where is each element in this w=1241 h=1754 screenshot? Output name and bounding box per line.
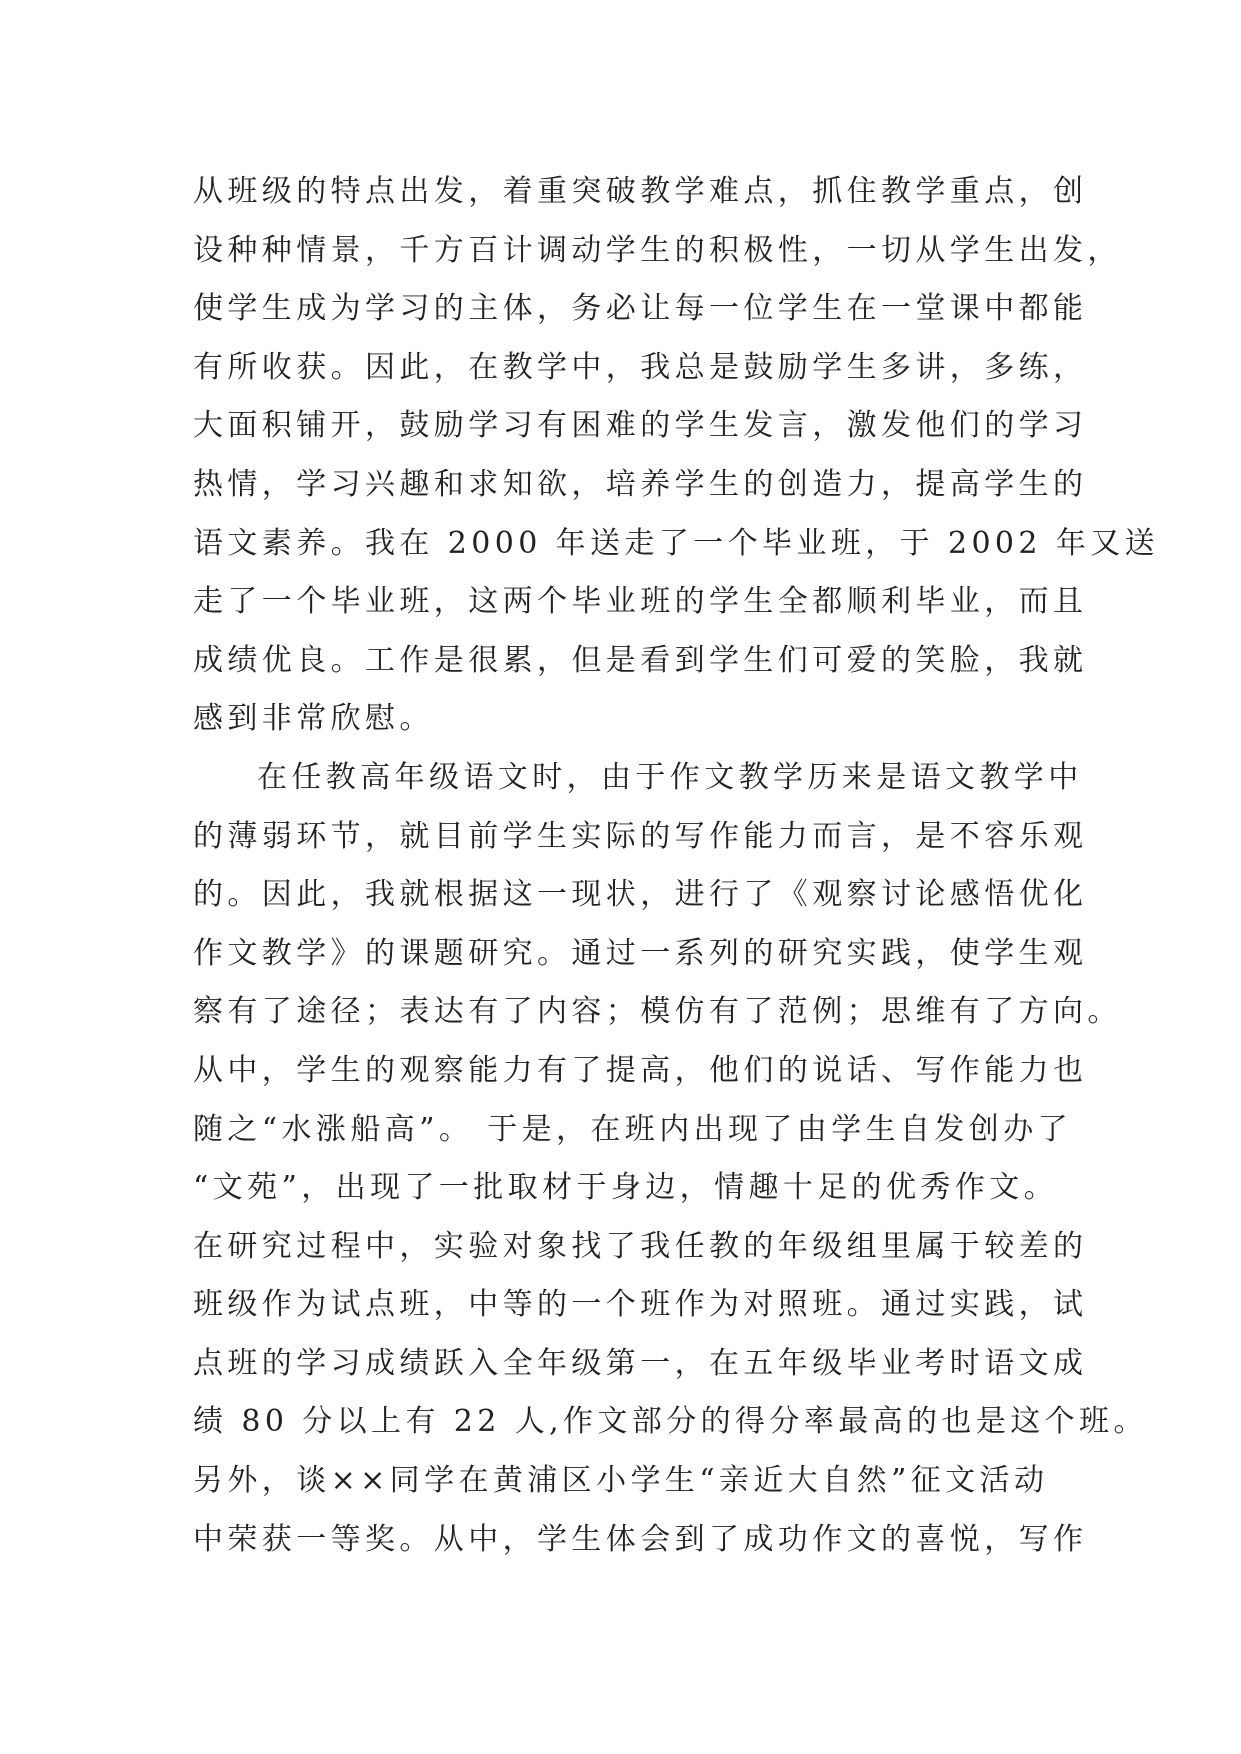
- text-line: 感到非常欣慰。: [193, 701, 434, 737]
- text-line: 随之“水涨船高”。 于是，在班内出现了由学生自发创办了: [193, 1111, 1073, 1147]
- text-line: 作文教学》的课题研究。通过一系列的研究实践，使学生观: [193, 935, 1088, 971]
- text-line: 走了一个毕业班，这两个毕业班的学生全都顺利毕业，而且: [193, 584, 1088, 620]
- text-line: 班级作为试点班，中等的一个班作为对照班。通过实践，试: [193, 1287, 1088, 1323]
- text-line: 从班级的特点出发，着重突破教学难点，抓住教学重点，创: [193, 174, 1088, 209]
- text-line: 成绩优良。工作是很累，但是看到学生们可爱的笑脸，我就: [193, 642, 1088, 678]
- text-line: 中荣获一等奖。从中，学生体会到了成功作文的喜悦，写作: [193, 1521, 1088, 1557]
- text-line: 大面积铺开，鼓励学习有困难的学生发言，激发他们的学习: [193, 408, 1088, 444]
- paragraph-start-line: 在任教高年级语文时，由于作文教学历来是语文教学中: [257, 759, 1083, 795]
- text-line: “文苑”，出现了一批取材于身边，情趣十足的优秀作文。: [193, 1170, 1059, 1206]
- text-line: 从中，学生的观察能力有了提高，他们的说话、写作能力也: [193, 1052, 1088, 1088]
- text-line: 另外，谈××同学在黄浦区小学生“亲近大自然”征文活动: [193, 1463, 1049, 1499]
- text-line: 热情，学习兴趣和求知欲，培养学生的创造力，提高学生的: [193, 466, 1088, 502]
- text-line: 有所收获。因此，在教学中，我总是鼓励学生多讲，多练，: [193, 349, 1088, 385]
- text-line: 绩 80 分以上有 22 人,作文部分的得分率最高的也是这个班。: [193, 1404, 1148, 1440]
- text-line: 语文素养。我在 2000 年送走了一个毕业班，于 2002 年又送: [193, 525, 1160, 561]
- text-line: 察有了途径；表达有了内容；模仿有了范例；思维有了方向。: [193, 994, 1122, 1030]
- text-line: 的。因此，我就根据这一现状，进行了《观察讨论感悟优化: [193, 877, 1088, 913]
- text-line: 的薄弱环节，就目前学生实际的写作能力而言，是不容乐观: [193, 818, 1088, 854]
- text-line: 在研究过程中，实验对象找了我任教的年级组里属于较差的: [193, 1228, 1088, 1264]
- text-line: 点班的学习成绩跃入全年级第一，在五年级毕业考时语文成: [193, 1345, 1088, 1381]
- text-line: 设种种情景，千方百计调动学生的积极性，一切从学生出发，: [193, 232, 1122, 268]
- body-text: [193, 163, 1160, 1569]
- text-line: 使学生成为学习的主体，务必让每一位学生在一堂课中都能: [193, 291, 1088, 327]
